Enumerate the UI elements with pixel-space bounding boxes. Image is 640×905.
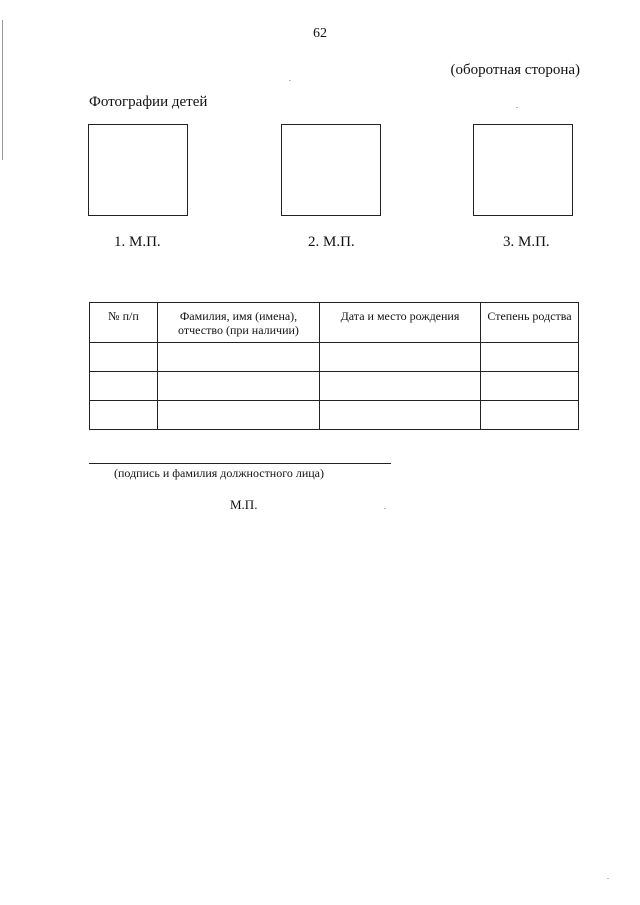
table-cell[interactable] [481, 401, 579, 430]
table-cell[interactable] [320, 401, 481, 430]
child-photo-box-1 [88, 124, 188, 216]
photo-stamp-label-3: 3. М.П. [503, 234, 550, 250]
table-cell[interactable] [90, 401, 158, 430]
child-photo-box-2 [281, 124, 381, 216]
signature-line [89, 463, 391, 464]
table-row [90, 372, 579, 401]
photo-stamp-label-1: 1. М.П. [114, 234, 161, 250]
table-cell[interactable] [158, 401, 320, 430]
child-photo-box-3 [473, 124, 573, 216]
reverse-side-label: (оборотная сторона) [450, 62, 580, 78]
signature-caption: (подпись и фамилия должностного лица) [114, 466, 325, 480]
children-table [89, 302, 579, 430]
table-cell[interactable] [158, 372, 320, 401]
photo-stamp-label-2: 2. М.П. [308, 234, 355, 250]
header-number: № п/п [90, 303, 158, 343]
header-full-name: Фамилия, имя (имена), отчество (при наличии) [158, 303, 320, 343]
scan-speck [289, 80, 291, 81]
table-cell[interactable] [320, 372, 481, 401]
photos-section-title: Фотографии детей [89, 94, 208, 110]
page-number: 62 [313, 26, 327, 41]
scan-speck [516, 107, 518, 108]
table-header-row [90, 303, 579, 343]
table-cell[interactable] [320, 343, 481, 372]
scan-speck [384, 508, 386, 509]
table-row [90, 401, 579, 430]
table-row [90, 343, 579, 372]
header-relationship: Степень родства [481, 303, 579, 343]
scan-speck [607, 878, 609, 879]
table-cell[interactable] [90, 372, 158, 401]
header-birth-date-place: Дата и место рождения [320, 303, 481, 343]
signature-stamp-label: М.П. [230, 497, 258, 512]
table-cell[interactable] [481, 343, 579, 372]
table-cell[interactable] [481, 372, 579, 401]
table-cell[interactable] [158, 343, 320, 372]
table-cell[interactable] [90, 343, 158, 372]
